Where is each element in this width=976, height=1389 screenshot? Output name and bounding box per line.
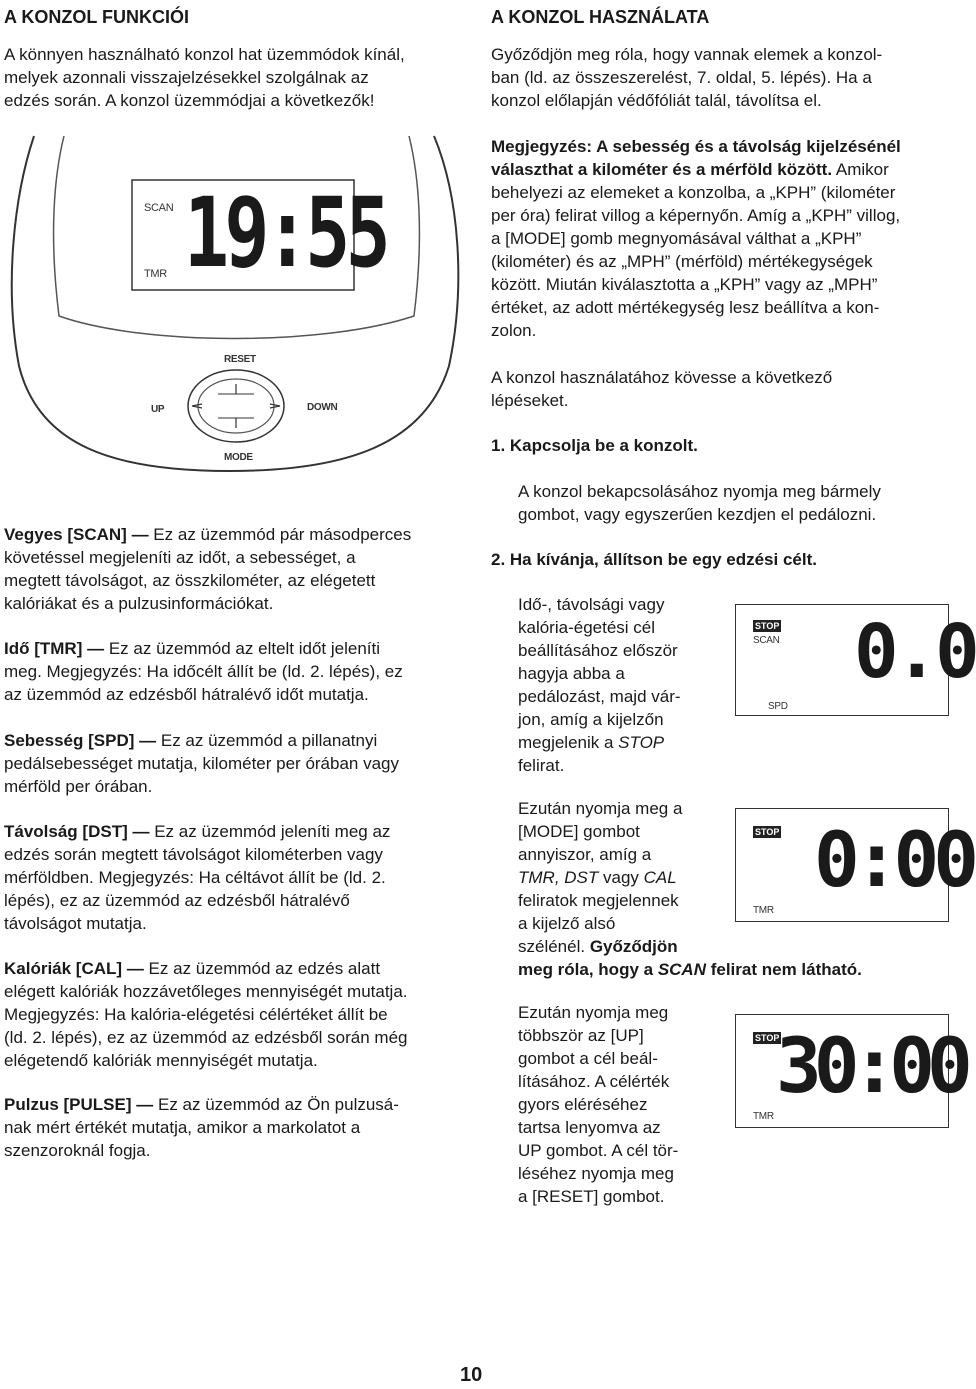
intro-line: ban (ld. az összeszerelést, 7. oldal, 5. lépés). Ha a xyxy=(491,68,872,87)
left-heading: A KONZOL FUNKCIÓI xyxy=(4,7,189,27)
display-speed xyxy=(735,604,976,716)
step2-line: kalória-égetési cél xyxy=(518,618,656,637)
mode-term: Idő [TMR] xyxy=(4,639,83,658)
follow-steps xyxy=(491,366,832,412)
left-intro xyxy=(4,43,405,112)
mode-line: nak mért értékét mutatja, amikor a markolatot a xyxy=(4,1118,361,1137)
mode-line: lépés), ez az üzemmód az edzésből hátralévő xyxy=(4,891,350,910)
step2-bold: Győződjön xyxy=(589,937,678,956)
step2-title: 2. Ha kívánja, állítson be egy edzési célt. xyxy=(491,550,817,569)
step2-line: Ezután nyomja meg xyxy=(518,1003,669,1022)
step2-bold: felirat nem látható. xyxy=(705,960,862,979)
mode-line: pedálsebességet mutatja, kilométer per órában vagy xyxy=(4,754,400,773)
stop-label: STOP xyxy=(755,621,780,631)
display-value: 0.0 xyxy=(854,609,976,695)
mode-line: Ez az üzemmód az edzés alatt xyxy=(148,959,381,978)
stop-label: STOP xyxy=(755,1033,780,1043)
note-line: között. Miután kiválasztotta a „KPH” vagy az „MPH” xyxy=(491,275,878,294)
note-line: per óra) felirat villog a képernyőn. Amíg a „KPH” villog, xyxy=(491,206,901,225)
mode-line: szenzoroknál fogja. xyxy=(4,1141,151,1160)
mode-line: Megjegyzés: Ha kalória-elégetési célértéket állít be xyxy=(4,1005,388,1024)
step2-line: Ezután nyomja meg a xyxy=(518,799,683,818)
mode-term: Sebesség [SPD] xyxy=(4,731,135,750)
mode-line: meg. Megjegyzés: Ha időcélt állít be (ld. 2. lépés), ez xyxy=(4,662,403,681)
intro-line: edzés során. A konzol üzemmódjai a következők! xyxy=(4,91,375,110)
mode-tmr xyxy=(4,637,474,706)
step2-line: gombot a cél beál- xyxy=(518,1049,658,1068)
mode-term: Távolság [DST] xyxy=(4,822,128,841)
intro-line: A könnyen használható konzol hat üzemmódok kínál, xyxy=(4,45,405,64)
mode-dash: — xyxy=(126,959,144,978)
mode-dash: — xyxy=(139,731,157,750)
mode-line: mérföld per órában. xyxy=(4,777,153,796)
mode-line: (ld. 2. lépés), ez az üzemmód az edzésből során még xyxy=(4,1028,408,1047)
mode-label: MODE xyxy=(224,452,253,463)
step2-text: megjelenik a xyxy=(518,733,619,752)
mode-pulse xyxy=(4,1093,474,1162)
console-illustration xyxy=(4,136,470,486)
step2-line: gyors eléréséhez xyxy=(518,1095,648,1114)
step2-line: léséhez nyomja meg xyxy=(518,1164,674,1183)
step2-italic: CAL xyxy=(643,868,677,887)
step2-line: lításához. A célérték xyxy=(518,1072,670,1091)
mode-dst xyxy=(4,820,474,935)
note-line: értéket, az adott mértékegység lesz beállítva a kon- xyxy=(491,298,880,317)
step1-title: 1. Kapcsolja be a konzolt. xyxy=(491,436,698,455)
spd-label: SPD xyxy=(768,701,788,712)
step2-line: feliratok megjelennek xyxy=(518,891,679,910)
follow-line: lépéseket. xyxy=(491,391,569,410)
mode-line: kalóriákat és a pulzusinformációkat. xyxy=(4,594,274,613)
right-intro xyxy=(491,43,882,112)
mode-line: mérföldben. Megjegyzés: Ha céltávot állít be (ld. 2. xyxy=(4,868,386,887)
units-note xyxy=(491,135,956,342)
step1-line: A konzol bekapcsolásához nyomja meg bármely xyxy=(518,482,881,501)
mode-term: Pulzus [PULSE] xyxy=(4,1095,132,1114)
note-bold-line: Megjegyzés: A sebesség és a távolság kijelzésénél xyxy=(491,137,901,156)
intro-line: konzol előlapján védőfóliát talál, távolítsa el. xyxy=(491,91,822,110)
step2-line: UP gombot. A cél tör- xyxy=(518,1141,679,1160)
step2-line: többször az [UP] xyxy=(518,1026,644,1045)
scan-label: SCAN xyxy=(144,202,174,214)
step1-line: gombot, vagy egyszerűen kezdjen el pedálozni. xyxy=(518,505,877,524)
step2-line: jon, amíg a kijelzőn xyxy=(518,710,664,729)
mode-line: Ez az üzemmód jeleníti meg az xyxy=(154,822,391,841)
stop-label: STOP xyxy=(755,827,780,837)
mode-line: távolságot mutatja. xyxy=(4,914,147,933)
step2-line: [MODE] gombot xyxy=(518,822,640,841)
up-label: UP xyxy=(151,404,165,415)
tmr-label: TMR xyxy=(753,905,774,916)
step2-line: felirat. xyxy=(518,756,565,775)
step2-line: pedálozást, majd vár- xyxy=(518,687,681,706)
time-display: 19:55 xyxy=(184,177,387,289)
step2-bold-italic: SCAN xyxy=(657,960,706,979)
step2-para1 xyxy=(518,593,728,777)
mode-dash: — xyxy=(136,1095,154,1114)
display-value: 30:00 xyxy=(776,1021,965,1110)
step2-para3 xyxy=(518,1001,738,1208)
step1-text xyxy=(518,480,881,526)
note-bold-line: választhat a kilométer és a mérföld között. xyxy=(491,160,833,179)
step2-text: vagy xyxy=(598,868,644,887)
mode-line: edzés során megtett távolságot kilométerben vagy xyxy=(4,845,383,864)
step2-line: tartsa lenyomva az xyxy=(518,1118,661,1137)
tmr-label: TMR xyxy=(144,268,167,280)
mode-scan xyxy=(4,523,474,615)
mode-line: megtett távolságot, az összkilométer, az elégetett xyxy=(4,571,376,590)
right-heading: A KONZOL HASZNÁLATA xyxy=(491,7,710,27)
step2-bold: meg róla, hogy a xyxy=(518,960,658,979)
mode-dash: — xyxy=(87,639,105,658)
mode-spd xyxy=(4,729,474,798)
note-text: Amikor xyxy=(835,160,889,179)
intro-line: melyek azonnali visszajelzésekkel szolgálnak az xyxy=(4,68,369,87)
scan-label: SCAN xyxy=(753,635,780,646)
step2-line: Idő-, távolsági vagy xyxy=(518,595,665,614)
display-goal xyxy=(735,1014,965,1128)
step2-line: annyiszor, amíg a xyxy=(518,845,652,864)
intro-line: Győződjön meg róla, hogy vannak elemek a konzol- xyxy=(491,45,883,64)
mode-line: Ez az üzemmód a pillanatnyi xyxy=(160,731,378,750)
tmr-label: TMR xyxy=(753,1111,774,1122)
step2-line: beállításához először xyxy=(518,641,678,660)
mode-line: elégett kalóriák hozzávetőleges mennyiségét mutatja. xyxy=(4,982,408,1001)
mode-line: Ez az üzemmód az Ön pulzusá- xyxy=(157,1095,399,1114)
step2-italic: TMR, DST xyxy=(518,868,599,887)
mode-term: Kalóriák [CAL] xyxy=(4,959,123,978)
follow-line: A konzol használatához kövesse a következő xyxy=(491,368,833,387)
mode-term: Vegyes [SCAN] xyxy=(4,525,127,544)
step2-line: a [RESET] gombot. xyxy=(518,1187,665,1206)
note-line: zolon. xyxy=(491,321,537,340)
mode-dash: — xyxy=(131,525,149,544)
note-line: a [MODE] gomb megnyomásával válthat a „KPH” xyxy=(491,229,862,248)
display-timer xyxy=(735,808,974,922)
step2-line: hagyja abba a xyxy=(518,664,625,683)
reset-label: RESET xyxy=(224,354,256,365)
mode-dash: — xyxy=(132,822,150,841)
mode-cal xyxy=(4,957,474,1072)
step2-line: a kijelző alsó xyxy=(518,914,616,933)
down-label: DOWN xyxy=(307,402,338,413)
display-value: 0:00 xyxy=(814,815,974,904)
mode-line: az üzemmód az edzésből hátralévő időt mutatja. xyxy=(4,685,369,704)
mode-line: elégetendő kalóriák mennyiségét mutatja. xyxy=(4,1051,318,1070)
note-line: (kilométer) és az „MPH” (mérföld) mértékegységek xyxy=(491,252,873,271)
step2-italic: STOP xyxy=(618,733,665,752)
mode-line: Ez az üzemmód pár másodperces xyxy=(153,525,412,544)
note-line: behelyezi az elemeket a konzolba, a „KPH” (kilométer xyxy=(491,183,896,202)
mode-line: Ez az üzemmód az eltelt időt jeleníti xyxy=(108,639,381,658)
step2-text: szélénél. xyxy=(518,937,590,956)
mode-line: követéssel megjeleníti az időt, a sebességet, a xyxy=(4,548,356,567)
page-number: 10 xyxy=(460,1364,483,1386)
